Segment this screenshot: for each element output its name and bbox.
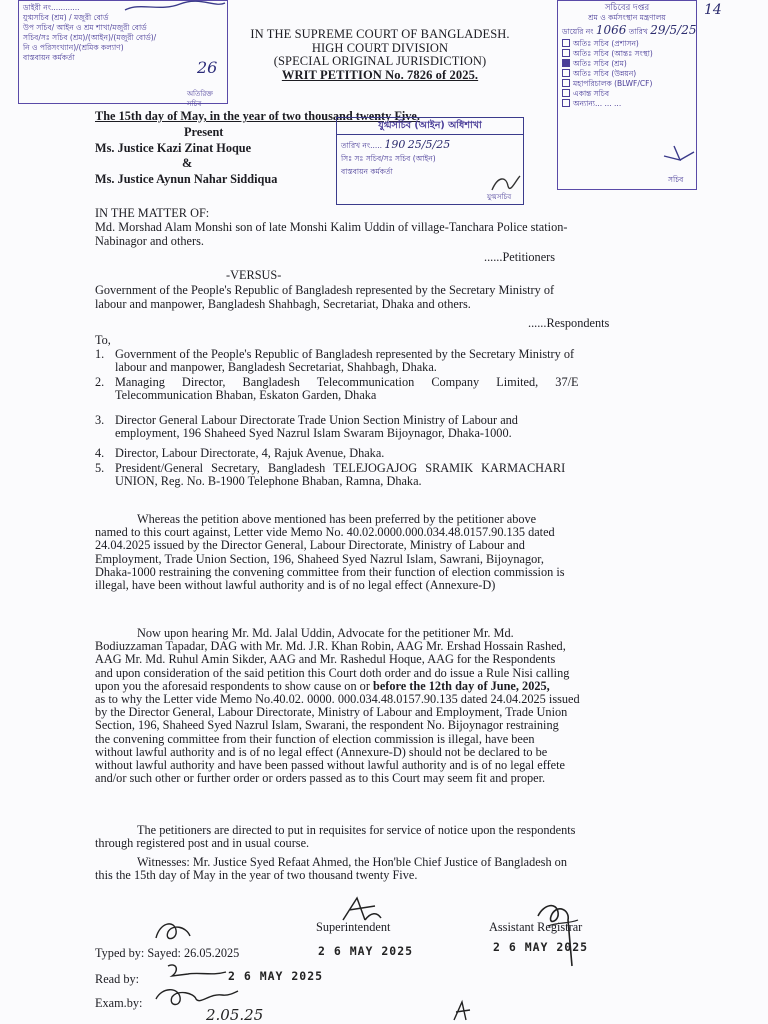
handwritten-initial	[660, 142, 700, 168]
recipient-item: 2. Managing Director, Bangladesh Telecommunication Company Limited, 37/E Telecommunication Bhaban, Eskaton Garden, Dhaka	[95, 375, 579, 403]
right-stamp-title: সচিবের দপ্তর	[604, 3, 650, 13]
left-stamp-signoff: অতিরিক্ত সচিব	[187, 90, 213, 108]
exam-date-handwritten: 2.05.25	[206, 1006, 264, 1024]
law-branch-date: 25/5/25	[407, 138, 451, 151]
petitioners-label: ......Petitioners	[484, 250, 556, 264]
right-stamp-diary-no: 1066	[595, 23, 627, 37]
right-stamp-item: অতিঃ সচিব (আন্তঃ সংস্থা)	[562, 49, 692, 59]
checkbox-icon	[562, 79, 570, 87]
right-stamp-date: 29/5/25	[650, 23, 697, 37]
left-stamp-line: সচিব/সঃ সচিব (শ্রম)/(আইন)/(মজুরী বোর্ড)/	[23, 33, 157, 42]
paragraph-requisites: The petitioners are directed to put in requisites for service of notice upon the respondents through registered post and in usual course.	[95, 823, 576, 851]
versus-label: -VERSUS-	[226, 268, 282, 282]
checkbox-icon	[562, 89, 570, 97]
date-stamp-superintendent: 2 6 MAY 2025	[318, 944, 414, 958]
matter-heading: IN THE MATTER OF:	[95, 206, 210, 220]
court-division: HIGH COURT DIVISION	[311, 40, 449, 55]
cause-deadline: before the 12th day of June, 2025,	[373, 678, 550, 693]
registrar-signature	[528, 896, 588, 972]
date-stamp-registrar: 2 6 MAY 2025	[493, 940, 589, 954]
left-stamp-line: ডাইরী নং............	[23, 3, 80, 12]
bottom-mark	[450, 998, 474, 1022]
checkbox-icon	[562, 99, 570, 107]
judge-2: Ms. Justice Aynun Nahar Siddiqua	[95, 172, 278, 186]
typist-signature	[150, 916, 196, 946]
respondent-line: Government of the People's Republic of Bangladesh represented by the Secretary Ministry of	[95, 283, 555, 297]
recipient-item: 4. Director, Labour Directorate, 4, Rajuk Avenue, Dhaka.	[95, 446, 385, 460]
law-branch-line: সিঃ সঃ সচিব/সঃ সচিব (আইন)	[341, 154, 436, 163]
assistant-registrar-label: Assistant Registrar	[489, 920, 583, 934]
court-jurisdiction: (SPECIAL ORIGINAL JURISDICTION)	[273, 54, 487, 68]
reader-signature	[160, 960, 230, 984]
law-branch-title: যুগ্মসচিব (আইন) অধিশাখা	[337, 118, 523, 135]
superintendent-signature	[335, 894, 385, 926]
left-stamp-line: উপ সচিব/ আইন ও শ্রম শাখা/মজুরী বোর্ড	[23, 23, 147, 32]
left-stamp-mark: 26	[197, 58, 218, 77]
recipient-item: 3. Director General Labour Directorate Trade Union Section Ministry of Labour and employment, 196 Shaheed Syed Nazrul Islam Swaram Bijoynagor, Dhaka-1000.	[95, 413, 518, 441]
respondents-label: ......Respondents	[528, 316, 610, 330]
left-stamp-line: নি ও পরিসংখ্যান)/(শ্রমিক কল্যাণ)	[23, 43, 124, 52]
right-stamp-item: অতিঃ সচিব (শ্রম)	[562, 59, 692, 69]
present-label: Present	[184, 125, 224, 139]
checkbox-icon	[562, 49, 570, 57]
right-stamp-item: অন্যান্য... ... ...	[562, 99, 692, 109]
right-stamp-date-label: তারিখ	[628, 27, 648, 36]
to-label: To,	[95, 333, 111, 347]
right-stamp-diary-label: ডায়েরি নং	[562, 27, 594, 36]
law-branch-line: তারিখ নং.....	[341, 141, 383, 150]
law-branch-line: বাস্তবায়ন কর্মকর্তা	[341, 167, 393, 176]
checkbox-icon	[562, 59, 570, 67]
exam-by: Exam.by:	[95, 996, 143, 1010]
respondent-line: labour and manpower, Bangladesh Shahbagh, Secretariat, Dhaka and others.	[95, 297, 471, 311]
recipient-item: 5. President/General Secretary, Bangladesh TELEJOGAJOG SRAMIK KARMACHARI UNION, Reg. No. B-1900 Telephone Bhaban, Ramna, Dhaka.	[95, 461, 566, 489]
right-stamp-signoff: সচিব	[668, 175, 684, 184]
right-stamp-item: মহাপরিচালক (BLWF/CF)	[562, 79, 692, 89]
date-stamp-read: 2 6 MAY 2025	[228, 969, 324, 983]
judge-1: Ms. Justice Kazi Zinat Hoque	[95, 141, 252, 155]
court-name: IN THE SUPREME COURT OF BANGLADESH.	[250, 27, 510, 41]
read-by: Read by:	[95, 972, 140, 986]
law-branch-no: 190	[384, 138, 406, 151]
checkbox-icon	[562, 39, 570, 47]
paragraph-rule-nisi: Now upon hearing Mr. Md. Jalal Uddin, Advocate for the petitioner Mr. Md. Bodiuzzaman Tapadar, DAG with Mr. Md. J.R. Khan Robin, AAG Mr. Ershad Hossain Rashed, AAG Mr. Md. Ruhul Amin Sikder, AAG and Mr. Rashedul Hoque, AAG for the Respondents and upon consideration of the said petition this Court doth order and do issue a Rule Nisi calling upon you the aforesaid respondents to show cause on or before the 12th day of June, 2025, as to why the Letter vide Memo No.40.02. 0000. 000.034.48.0157.90.135 dated 24.04.2025 issued by the Director General, Labour Directorate, Ministry of Labour and Employment, Trade Union Section, 196, Shaheed Syed Nazrul Islam, Swarani, the respondent No. Bijoynagor restraining the convening committee from their function of election commission is illegal, have been without lawful authority and is of no legal effect (Annexure-D) should not be declared to be without lawful authority and have been passed without lawful authority and is of no legal effete and/or such other or further order or orders passed as to this Court may seem fit and proper.	[95, 626, 580, 786]
superintendent-label: Superintendent	[316, 920, 391, 934]
writ-petition-number: WRIT PETITION No. 7826 of 2025.	[281, 67, 479, 82]
right-stamp-subtitle: শ্রম ও কর্মসংস্থান মন্ত্রণালয়	[588, 13, 666, 22]
right-stamp-item: একান্ত সচিব	[562, 89, 692, 99]
right-stamp-item: অতিঃ সচিব (উন্নয়ন)	[562, 69, 692, 79]
handwritten-scribble	[120, 0, 230, 14]
ampersand: &	[182, 156, 193, 170]
paragraph-whereas: Whereas the petition above mentioned has been preferred by the petitioner above named to this court against, Letter vide Memo No. 40.02.0000.000.034.48.0157.90.135 dated 24.04.2025 issued by the Director General, Labour Directorate, Ministry of Labour and Employment, Trade Union Section, 196, Shaheed Syed Nazrul Islam, Sawrani, Bijoynagor, Dhaka-1000 restraining the convening committee from their function of election commission is illegal, have been without lawful authority and is of no legal effect (Annexure-D)	[95, 512, 565, 593]
right-corner-mark: 14	[704, 2, 722, 18]
petitioner-line: Nabinagor and others.	[95, 234, 204, 248]
typed-by: Typed by: Sayed: 26.05.2025	[95, 946, 240, 960]
left-stamp-line: বাস্তবায়ন কর্মকর্তা	[23, 53, 75, 62]
examiner-signature	[150, 985, 240, 1011]
left-stamp-line: যুগ্মসচিব (শ্রম) / মজুরী বোর্ড	[23, 13, 109, 22]
left-office-stamp	[18, 0, 228, 108]
right-stamp-item: অতিঃ সচিব (প্রশাসন)	[562, 39, 692, 49]
recipient-item: 1. Government of the People's Republic of Bangladesh represented by the Secretary Ministry of labour and manpower, Bangladesh Secretariat, Shahbagh, Dhaka.	[95, 347, 575, 375]
order-date-line: The 15th day of May, in the year of two thousand twenty Five.	[95, 109, 420, 123]
checkbox-icon	[562, 69, 570, 77]
paragraph-witnesses: Witnesses: Mr. Justice Syed Refaat Ahmed, the Hon'ble Chief Justice of Bangladesh on this the 15th day of May in the year of two thousand twenty Five.	[95, 855, 567, 883]
handwritten-signature	[488, 170, 524, 198]
court-header	[215, 28, 545, 82]
petitioner-line: Md. Morshad Alam Monshi son of late Monshi Kalim Uddin of village-Tanchara Police station-	[95, 220, 568, 234]
law-branch-signoff: যুগ্মসচিব	[487, 193, 512, 201]
